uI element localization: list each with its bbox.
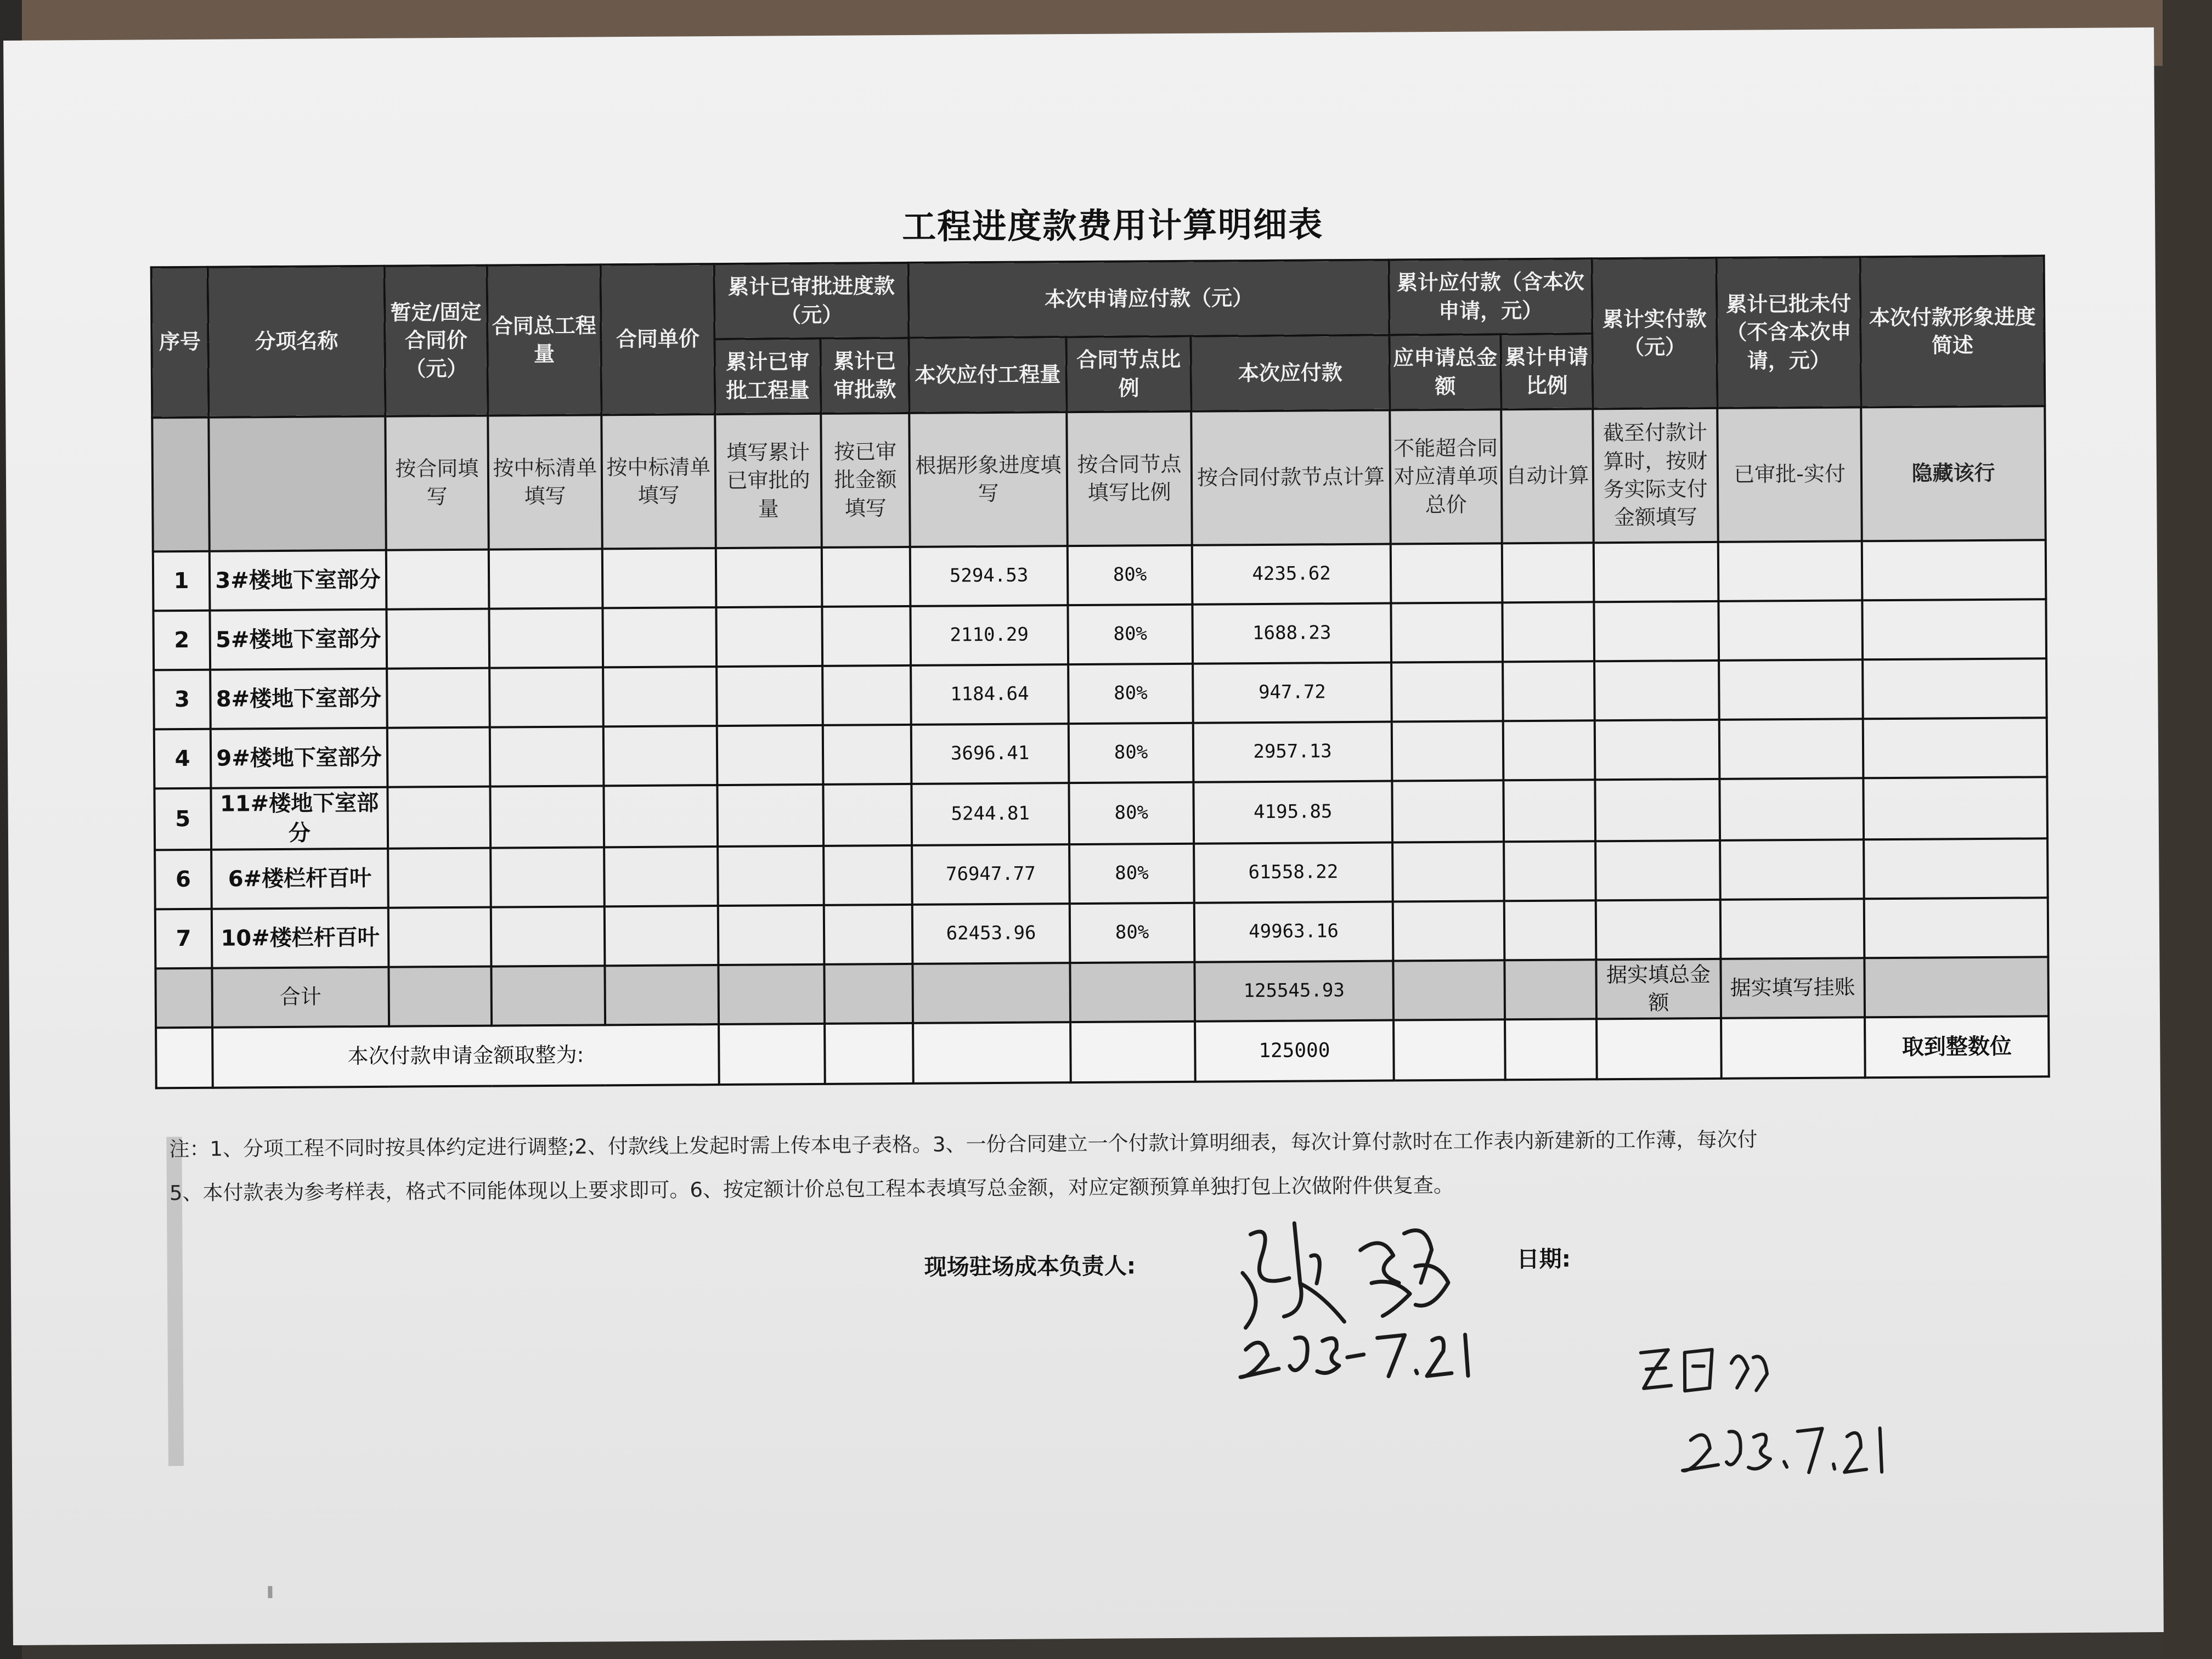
empty-cell [1502, 602, 1594, 662]
desk-background-right [2163, 0, 2212, 1659]
empty-cell [1595, 840, 1720, 900]
row-current-payment: 61558.22 [1194, 843, 1393, 903]
empty-cell [1719, 778, 1864, 840]
header-cumulative-group: 累计应付款（含本次申请，元） [1389, 258, 1593, 335]
empty-cell [1863, 658, 2047, 719]
row-current-quantity: 5244.81 [911, 783, 1069, 845]
summary-actual-paid-note: 据实填总金额 [1596, 959, 1721, 1019]
empty-cell [822, 606, 911, 666]
empty-cell [387, 787, 490, 849]
empty-cell [1718, 600, 1863, 661]
instruction-row [152, 406, 2045, 551]
empty-cell [1720, 899, 1865, 959]
empty-cell [156, 1028, 213, 1088]
empty-cell [603, 785, 718, 847]
instruction-cell: 填写累计已审批的量 [715, 414, 821, 548]
empty-cell [1864, 898, 2049, 958]
row-item-name: 9#楼地下室部分 [211, 728, 388, 788]
row-current-quantity: 2110.29 [910, 605, 1068, 665]
empty-cell [1504, 960, 1596, 1019]
empty-cell [912, 963, 1070, 1023]
empty-cell [717, 785, 823, 847]
empty-cell [605, 965, 719, 1025]
header-item-name: 分项名称 [208, 266, 386, 417]
document-title: 工程进度款费用计算明细表 [901, 204, 1324, 247]
empty-cell [1393, 1019, 1505, 1080]
responsible-person-label: 现场驻场成本负责人: [924, 1252, 1136, 1280]
empty-cell [1392, 842, 1504, 901]
empty-cell [1862, 599, 2046, 659]
empty-cell [1596, 1018, 1722, 1079]
instruction-cell: 不能超合同对应清单项总价 [1390, 409, 1502, 544]
empty-cell [489, 608, 603, 668]
instruction-cell: 按合同填写 [385, 416, 488, 550]
row-current-payment: 4195.85 [1193, 781, 1392, 844]
handwritten-signature-1 [1228, 1200, 1482, 1383]
row-node-ratio: 80% [1068, 664, 1193, 724]
row-current-quantity: 62453.96 [912, 904, 1070, 964]
instruction-cell: 按合同节点填写比例 [1066, 411, 1192, 546]
empty-cell [491, 906, 605, 966]
header-contract-price: 暂定/固定合同价（元） [385, 266, 488, 416]
empty-cell [1070, 1022, 1195, 1082]
empty-cell [1596, 900, 1721, 960]
table-row [153, 599, 2046, 670]
summary-total-payment: 125545.93 [1194, 961, 1393, 1022]
empty-cell [1391, 543, 1503, 603]
instruction-cell: 按中标清单填写 [488, 415, 602, 549]
row-current-quantity: 76947.77 [912, 844, 1070, 905]
empty-cell [1864, 957, 2049, 1017]
empty-cell [1721, 1017, 1865, 1079]
empty-cell [1503, 780, 1595, 842]
empty-cell [913, 1022, 1071, 1084]
table-row [154, 718, 2047, 788]
empty-cell [716, 548, 822, 607]
row-node-ratio: 80% [1070, 903, 1195, 963]
instruction-cell [208, 416, 386, 551]
row-item-name: 10#楼栏杆百叶 [212, 908, 389, 968]
instruction-cell: 隐藏该行 [1861, 406, 2045, 541]
summary-row [155, 957, 2049, 1028]
header-current-group: 本次申请应付款（元） [909, 260, 1390, 338]
header-unit-price: 合同单价 [601, 264, 715, 415]
empty-cell [1391, 602, 1503, 662]
instruction-cell: 已审批-实付 [1717, 407, 1861, 542]
row-current-payment: 49963.16 [1194, 902, 1393, 962]
header-approved-unpaid: 累计已批未付（不含本次申请，元） [1717, 257, 1861, 408]
row-node-ratio: 80% [1069, 723, 1194, 783]
row-node-ratio: 80% [1068, 605, 1193, 664]
header-seq: 序号 [151, 267, 209, 418]
empty-cell [719, 1024, 825, 1085]
empty-cell [718, 905, 825, 965]
header-approved-quantity: 累计已审批工程量 [714, 338, 821, 414]
instruction-cell [152, 417, 209, 552]
empty-cell [489, 549, 603, 608]
empty-cell [1862, 540, 2046, 600]
empty-cell [716, 666, 823, 726]
table-row [155, 838, 2048, 909]
date-label: 日期: [1516, 1245, 1571, 1273]
empty-cell [823, 784, 912, 846]
empty-cell [602, 607, 716, 667]
empty-cell [1502, 543, 1594, 602]
handwritten-signature-2 [1630, 1334, 1960, 1485]
empty-cell [1595, 720, 1720, 780]
header-node-ratio: 合同节点比例 [1066, 336, 1191, 412]
row-node-ratio: 80% [1069, 844, 1194, 904]
empty-cell [387, 668, 490, 728]
empty-cell [1864, 838, 2048, 899]
row-current-payment: 2957.13 [1193, 722, 1392, 782]
empty-cell [718, 846, 824, 906]
empty-cell [1070, 962, 1195, 1022]
row-current-payment: 1688.23 [1192, 603, 1391, 664]
empty-cell [1505, 1019, 1597, 1080]
instruction-cell: 按已审批金额填写 [821, 413, 910, 548]
empty-cell [1393, 960, 1505, 1020]
header-actual-paid: 累计实付款（元） [1592, 258, 1718, 409]
empty-cell [1863, 718, 2047, 778]
empty-cell [1594, 661, 1719, 720]
row-current-payment: 947.72 [1193, 663, 1392, 723]
summary-approved-unpaid-note: 据实填写挂账 [1720, 958, 1865, 1018]
empty-cell [1720, 839, 1864, 900]
empty-cell [490, 847, 605, 907]
row-node-ratio: 80% [1068, 545, 1193, 605]
rounded-amount-value: 125000 [1195, 1020, 1394, 1082]
empty-cell [1503, 720, 1595, 780]
empty-cell [491, 966, 605, 1025]
row-seq: 7 [155, 909, 212, 969]
empty-cell [387, 727, 490, 787]
empty-cell [386, 550, 489, 610]
empty-cell [716, 607, 822, 667]
empty-cell [602, 548, 716, 608]
empty-cell [1391, 662, 1503, 721]
footnote-line-2: 5、本付款表为参考样表，格式不同能体现以上要求即可。6、按定额计价总包工程本表填写总金额，对应定额预算单独打包上次做附件供复查。 [169, 1173, 1454, 1205]
empty-cell [1595, 779, 1720, 841]
empty-cell [605, 906, 719, 966]
row-current-quantity: 3696.41 [911, 724, 1069, 784]
row-seq: 3 [154, 670, 211, 730]
empty-cell [824, 905, 913, 964]
empty-cell [718, 964, 825, 1024]
empty-cell [1392, 780, 1504, 842]
header-approved-amount: 累计已审批款 [820, 338, 909, 414]
row-current-payment: 4235.62 [1192, 544, 1391, 605]
empty-cell [603, 726, 718, 786]
rounded-amount-row [156, 1016, 2049, 1088]
row-item-name: 5#楼地下室部分 [210, 610, 387, 670]
empty-cell [388, 848, 491, 908]
row-seq: 2 [153, 611, 210, 670]
rounded-amount-label: 本次付款申请金额取整为: [212, 1024, 719, 1088]
row-item-name: 3#楼地下室部分 [210, 550, 387, 611]
empty-cell [1719, 659, 1863, 720]
scan-smudge [166, 1137, 184, 1466]
empty-cell [1504, 841, 1596, 901]
header-row-1 [151, 256, 2045, 342]
row-seq: 1 [153, 551, 210, 611]
empty-cell [490, 726, 604, 786]
header-current-payment: 本次应付款 [1190, 335, 1390, 411]
table-row [154, 777, 2047, 850]
empty-cell [1504, 900, 1596, 960]
empty-cell [1594, 601, 1719, 661]
rounded-amount-note: 取到整数位 [1865, 1016, 2049, 1077]
empty-cell [1718, 541, 1863, 601]
empty-cell [824, 964, 913, 1024]
empty-cell [1392, 721, 1504, 781]
header-progress-description: 本次付款形象进度简述 [1860, 256, 2045, 407]
payment-calculation-table [150, 255, 2050, 1089]
empty-cell [717, 725, 823, 785]
table-row [155, 898, 2049, 968]
empty-cell [1393, 901, 1505, 961]
instruction-cell: 截至付款计算时，按财务实际支付金额填写 [1593, 408, 1718, 543]
paper-sheet [3, 27, 2164, 1645]
empty-cell [388, 967, 492, 1026]
empty-cell [1863, 777, 2047, 839]
table-row [154, 658, 2047, 729]
row-seq: 4 [154, 729, 211, 789]
empty-cell [823, 725, 912, 785]
summary-label: 合计 [212, 967, 389, 1028]
empty-cell [490, 786, 604, 848]
row-item-name: 11#楼地下室部分 [211, 787, 388, 850]
row-item-name: 6#楼栏杆百叶 [211, 849, 388, 909]
empty-cell [489, 667, 603, 727]
row-seq: 6 [155, 850, 212, 910]
empty-cell [388, 907, 492, 967]
empty-cell [822, 547, 911, 607]
empty-cell [604, 847, 718, 906]
row-current-quantity: 1184.64 [911, 664, 1069, 725]
empty-cell [1594, 542, 1719, 602]
empty-cell [823, 845, 912, 905]
instruction-cell: 按合同付款节点计算 [1191, 410, 1390, 545]
empty-cell [155, 968, 212, 1028]
row-item-name: 8#楼地下室部分 [210, 669, 387, 729]
empty-cell [1503, 661, 1595, 721]
empty-cell [603, 667, 717, 726]
row-seq: 5 [154, 788, 211, 850]
header-total-quantity: 合同总工程量 [487, 264, 602, 415]
header-applied-ratio: 累计申请比例 [1500, 334, 1593, 409]
empty-cell [386, 609, 489, 669]
table-row [153, 540, 2046, 611]
instruction-cell: 按中标清单填写 [601, 414, 715, 549]
row-current-quantity: 5294.53 [910, 546, 1068, 606]
instruction-cell: 自动计算 [1501, 409, 1594, 543]
footnote-line-1: 注：1、分项工程不同时按具体约定进行调整;2、付款线上发起时需上传本电子表格。3、一份合同建立一个付款计算明细表，每次计算付款时在工作表内新建新的工作薄，每次付 [169, 1127, 1758, 1161]
header-current-quantity: 本次应付工程量 [909, 337, 1066, 413]
instruction-cell: 根据形象进度填写 [909, 412, 1067, 547]
row-node-ratio: 80% [1069, 782, 1194, 844]
empty-cell [825, 1023, 913, 1084]
empty-cell [1719, 719, 1864, 779]
header-approved-group: 累计已审批进度款（元） [714, 263, 909, 339]
header-applied-total: 应申请总金额 [1389, 334, 1501, 410]
empty-cell [822, 665, 911, 725]
scan-smudge [268, 1586, 272, 1598]
